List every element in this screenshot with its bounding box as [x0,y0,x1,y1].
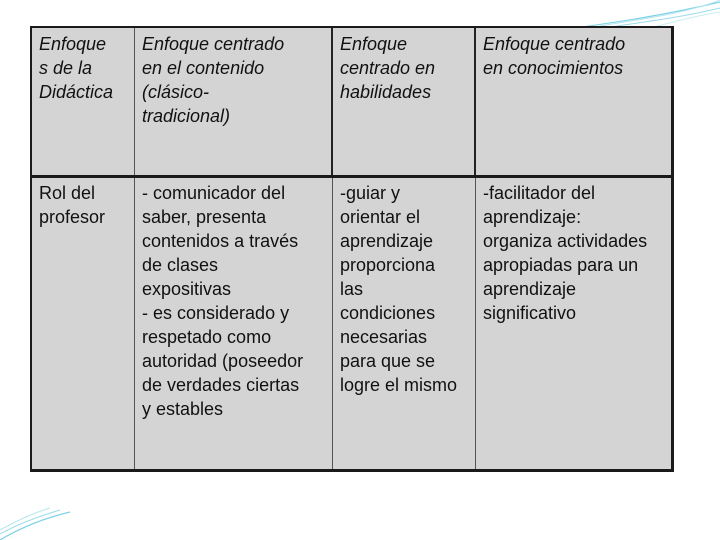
table-row [32,178,671,469]
cell-conocimientos: -facilitador del aprendizaje: organiza actividades apropiadas para un aprendizaje significativo [483,183,648,323]
cell-contenido: - comunicador del saber, presenta contenidos a través de clases expositivas - es considerado y respetado como autoridad (poseedor de verdades ciertas y estables [135,178,333,469]
header-cell-habilidades: Enfoque centrado en habilidades [333,28,476,175]
header-cell-conocimientos: Enfoque centrado en conocimientos [483,34,626,78]
cell-habilidades: -guiar y orientar el aprendizaje proporciona las condiciones necesarias para que se logre el mismo [333,178,476,469]
row-label-rol-profesor: Rol del profesor [32,178,135,469]
table-header-row [32,28,671,178]
didactic-approaches-table [30,26,674,472]
header-cell-contenido: Enfoque centrado en el contenido (clásico- tradicional) [135,28,333,175]
header-cell-enfoques: Enfoque s de la Didáctica [32,28,135,175]
